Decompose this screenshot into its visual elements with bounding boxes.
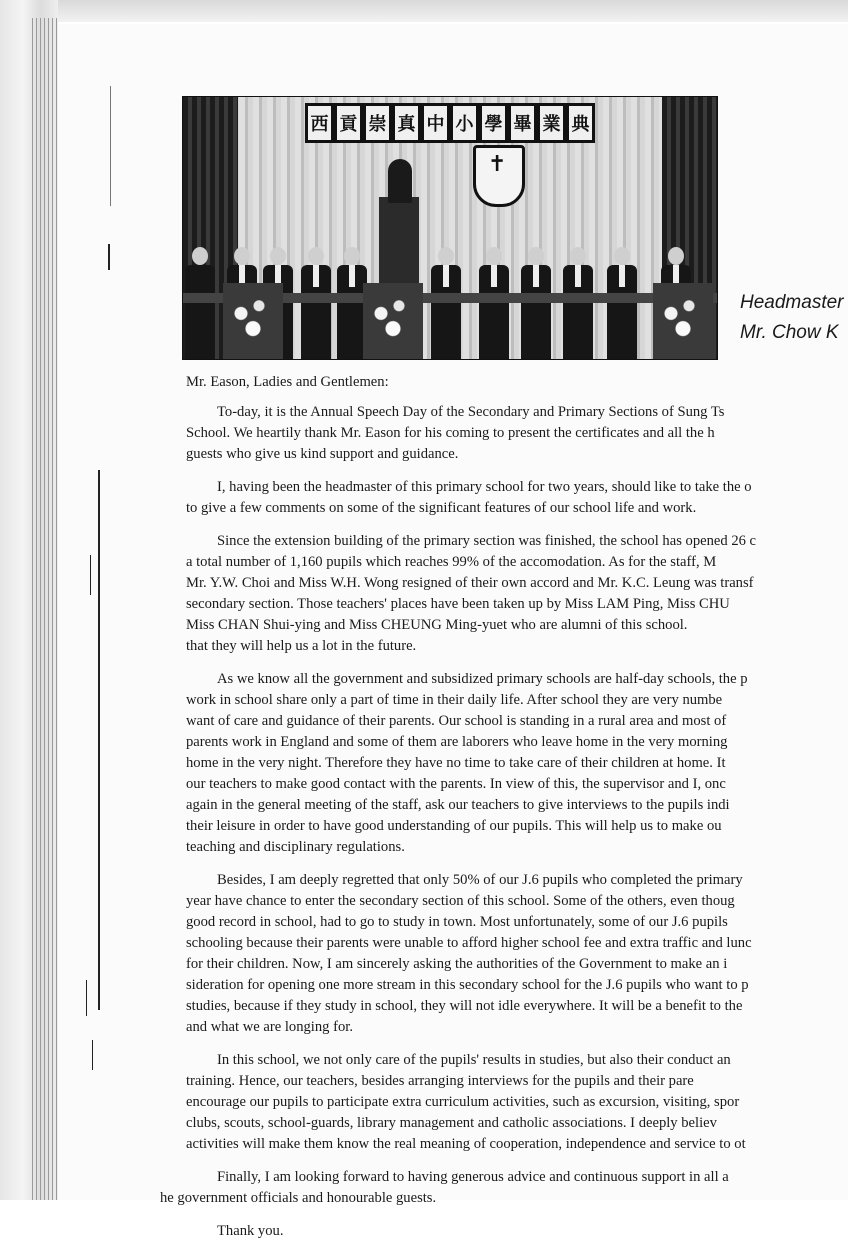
text-line: want of care and guidance of their parents. Our school is standing in a rural area and most of bbox=[186, 713, 727, 729]
text-line: and what we are longing for. bbox=[186, 1019, 353, 1035]
text-line: To-day, it is the Annual Speech Day of the Secondary and Primary Sections of Sung Ts bbox=[217, 404, 725, 420]
text-line: work in school share only a part of time in their daily life. After school they are very numbe bbox=[186, 692, 723, 708]
paragraph bbox=[186, 1050, 848, 1155]
paragraph bbox=[186, 870, 848, 1038]
text-line: parents work in England and some of them are laborers who leave home in the very morning bbox=[186, 734, 728, 750]
text-line: sideration for opening one more stream in this secondary school for the J.6 pupils who want to p bbox=[186, 977, 749, 993]
text-line: Since the extension building of the primary section was finished, the school has opened 26 c bbox=[217, 533, 757, 549]
banner-char: 貢 bbox=[334, 103, 363, 143]
margin-mark bbox=[98, 470, 100, 1010]
text-line: In this school, we not only care of the pupils' results in studies, but also their conduct an bbox=[217, 1052, 731, 1068]
text-line: Besides, I am deeply regretted that only 50% of our J.6 pupils who completed the primary bbox=[217, 872, 743, 888]
paragraph bbox=[160, 1167, 848, 1209]
margin-mark bbox=[110, 86, 111, 206]
text-line: Thank you. bbox=[217, 1223, 284, 1239]
text-line: guests who give us kind support and guidance. bbox=[186, 446, 459, 462]
text-line: teaching and disciplinary regulations. bbox=[186, 839, 405, 855]
text-line: our teachers to make good contact with the parents. In view of this, the supervisor and I, onc bbox=[186, 776, 726, 792]
paragraph bbox=[186, 477, 848, 519]
paragraph bbox=[186, 402, 848, 465]
banner-char: 典 bbox=[566, 103, 595, 143]
speaker-figure bbox=[388, 159, 412, 203]
text-line: As we know all the government and subsidized primary schools are half-day schools, the p bbox=[217, 671, 748, 687]
text-line: Miss CHAN Shui-ying and Miss CHEUNG Ming-yuet who are alumni of this school. bbox=[186, 617, 688, 633]
text-line: that they will help us a lot in the future. bbox=[186, 638, 417, 654]
banner-char: 崇 bbox=[363, 103, 392, 143]
speech-body bbox=[160, 372, 848, 1254]
salutation: Mr. Eason, Ladies and Gentlemen: bbox=[186, 374, 389, 390]
flower-arrangement bbox=[363, 283, 423, 359]
text-line: home in the very night. Therefore they have no time to take care of their children at home. It bbox=[186, 755, 726, 771]
flower-arrangement bbox=[223, 283, 283, 359]
margin-mark bbox=[86, 980, 87, 1016]
person-figure bbox=[563, 247, 593, 359]
person-figure bbox=[607, 247, 637, 359]
text-line: Mr. Y.W. Choi and Miss W.H. Wong resigned of their own accord and Mr. K.C. Leung was transf bbox=[186, 575, 754, 591]
text-line: training. Hence, our teachers, besides arranging interviews for the pupils and their pare bbox=[186, 1073, 694, 1089]
paragraph bbox=[186, 669, 848, 858]
text-line: activities will make them know the real meaning of cooperation, independence and service to ot bbox=[186, 1136, 746, 1152]
text-line: good record in school, had to go to study in town. Most unfortunately, some of our J.6 pupils bbox=[186, 914, 728, 930]
text-line: secondary section. Those teachers' places have been taken up by Miss LAM Ping, Miss CHU bbox=[186, 596, 730, 612]
person-figure bbox=[185, 247, 215, 359]
text-line: studies, because if they study in school, they will not idle everywhere. It will be a benefit to the bbox=[186, 998, 743, 1014]
caption-title: Headmaster bbox=[740, 292, 844, 313]
person-figure bbox=[479, 247, 509, 359]
flower-arrangement bbox=[653, 283, 713, 359]
text-line: encourage our pupils to participate extra curriculum activities, such as excursion, visiting, spor bbox=[186, 1094, 740, 1110]
banner-char: 學 bbox=[479, 103, 508, 143]
banner-char: 中 bbox=[421, 103, 450, 143]
text-line: their leisure in order to have good understanding of our pupils. This will help us to make ou bbox=[186, 818, 722, 834]
cross-icon: ✝ bbox=[488, 152, 507, 177]
banner-char: 畢 bbox=[508, 103, 537, 143]
margin-mark bbox=[108, 244, 110, 270]
margin-mark bbox=[90, 555, 91, 595]
school-crest-icon bbox=[473, 145, 525, 207]
banner-char: 真 bbox=[392, 103, 421, 143]
text-line: I, having been the headmaster of this primary school for two years, should like to take the o bbox=[217, 479, 752, 495]
text-line: clubs, scouts, school-guards, library management and catholic associations. I deeply believ bbox=[186, 1115, 717, 1131]
text-line: schooling because their parents were unable to afford higher school fee and extra traffic and lunc bbox=[186, 935, 752, 951]
text-line: a total number of 1,160 pupils which reaches 99% of the accomodation. As for the staff, M bbox=[186, 554, 717, 570]
text-line: again in the general meeting of the staff, ask our teachers to give interviews to the pupils indi bbox=[186, 797, 730, 813]
text-line: year have chance to enter the secondary section of this school. Some of the others, even thoug bbox=[186, 893, 735, 909]
text-line: he government officials and honourable guests. bbox=[160, 1190, 437, 1206]
chinese-banner bbox=[305, 103, 595, 141]
text-line: for their children. Now, I am sincerely asking the authorities of the Government to make an i bbox=[186, 956, 728, 972]
text-line: Finally, I am looking forward to having generous advice and continuous support in all a bbox=[217, 1169, 729, 1185]
top-shadow bbox=[0, 0, 848, 22]
graduation-ceremony-photo bbox=[182, 96, 718, 360]
text-line: School. We heartily thank Mr. Eason for his coming to present the certificates and all the h bbox=[186, 425, 715, 441]
banner-char: 業 bbox=[537, 103, 566, 143]
person-figure bbox=[301, 247, 331, 359]
banner-char: 小 bbox=[450, 103, 479, 143]
person-figure bbox=[431, 247, 461, 359]
margin-mark bbox=[92, 1040, 93, 1070]
closing bbox=[186, 1221, 848, 1242]
caption-name: Mr. Chow K bbox=[740, 322, 839, 343]
photo-caption bbox=[740, 288, 844, 348]
text-line: to give a few comments on some of the significant features of our school life and work. bbox=[186, 500, 697, 516]
paragraph bbox=[186, 531, 848, 657]
person-figure bbox=[521, 247, 551, 359]
banner-char: 西 bbox=[305, 103, 334, 143]
